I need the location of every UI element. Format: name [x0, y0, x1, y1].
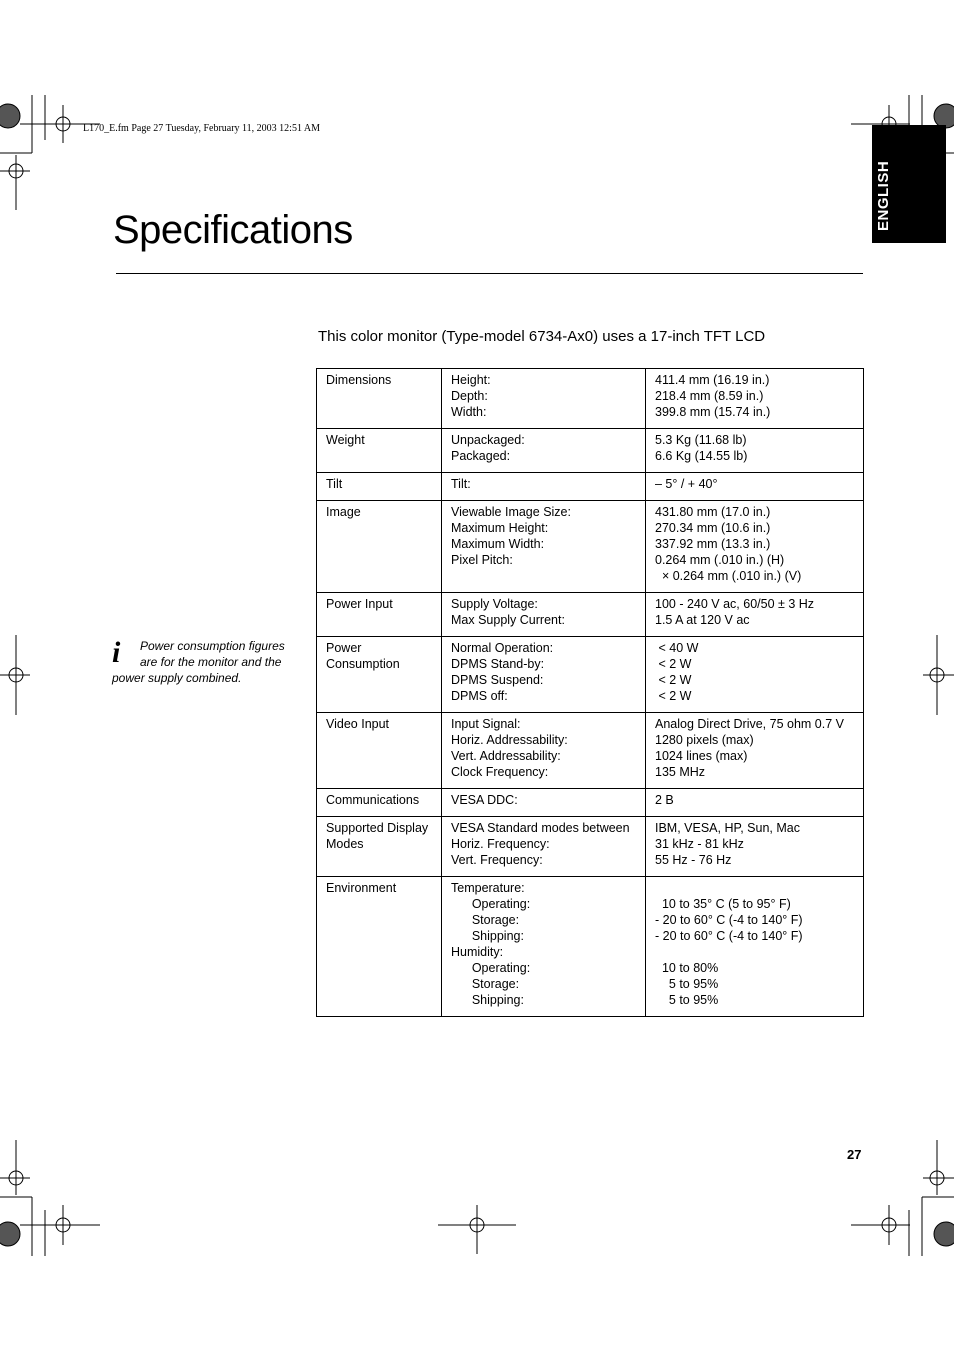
cell-line: Viewable Image Size: [451, 505, 571, 519]
category-cell [317, 593, 442, 637]
cell-line: 10 to 35° C (5 to 95° F) [655, 897, 791, 911]
cell-line: 2 B [655, 793, 674, 807]
cell-line: 5 to 95% [655, 993, 719, 1007]
cell-line: Depth: [451, 389, 488, 403]
category-cell [317, 501, 442, 593]
cell-line: Vert. Frequency: [451, 853, 543, 867]
cell-line: Power [326, 641, 362, 655]
table-row [317, 593, 864, 637]
cell-line: Vert. Addressability: [451, 749, 561, 763]
cell-line: Normal Operation: [451, 641, 554, 655]
value-cell [646, 593, 864, 637]
cell-line: Environment [326, 881, 397, 895]
label-cell [442, 817, 646, 877]
table-row [317, 473, 864, 501]
cell-line: × 0.264 mm (.010 in.) (V) [655, 569, 802, 583]
category-cell [317, 789, 442, 817]
cell-line: Operating: [451, 961, 531, 975]
label-cell [442, 877, 646, 1017]
label-cell [442, 473, 646, 501]
category-cell [317, 817, 442, 877]
cell-line: 55 Hz - 76 Hz [655, 853, 732, 867]
specifications-table [316, 368, 864, 1017]
label-cell [442, 429, 646, 473]
language-tab-label: ENGLISH [875, 160, 892, 231]
cell-line: < 40 W [655, 641, 699, 655]
label-cell [442, 501, 646, 593]
table-row [317, 817, 864, 877]
info-icon: i [112, 636, 121, 669]
cell-line: Storage: [451, 977, 520, 991]
cell-line: Communications [326, 793, 420, 807]
table-row [317, 877, 864, 1017]
cell-line: DPMS Suspend: [451, 673, 544, 687]
category-cell [317, 637, 442, 713]
cell-line: 1024 lines (max) [655, 749, 748, 763]
table-row [317, 369, 864, 429]
cell-line: Dimensions [326, 373, 392, 387]
value-cell [646, 877, 864, 1017]
cell-line: Max Supply Current: [451, 613, 565, 627]
cell-line: Temperature: [451, 881, 525, 895]
file-header: L170_E.fm Page 27 Tuesday, February 11, 2003 12:51 AM [83, 123, 321, 134]
label-cell [442, 713, 646, 789]
table-row [317, 501, 864, 593]
cell-line: 399.8 mm (15.74 in.) [655, 405, 771, 419]
cell-line: Width: [451, 405, 487, 419]
title-divider [116, 273, 863, 274]
category-cell [317, 877, 442, 1017]
intro-text: This color monitor (Type-model 6734-Ax0) uses a 17-inch TFT LCD [318, 328, 766, 345]
cell-line: Shipping: [451, 929, 524, 943]
side-note [112, 638, 292, 686]
cell-line: IBM, VESA, HP, Sun, Mac [655, 821, 800, 835]
cell-line: < 2 W [655, 673, 692, 687]
cell-line: 1280 pixels (max) [655, 733, 754, 747]
cell-line: VESA Standard modes between [451, 821, 630, 835]
cell-line: 411.4 mm (16.19 in.) [655, 373, 770, 387]
cell-line: DPMS Stand-by: [451, 657, 545, 671]
cell-line: Supply Voltage: [451, 597, 538, 611]
cell-line: Tilt [326, 477, 343, 491]
value-cell [646, 429, 864, 473]
cell-line: Input Signal: [451, 717, 521, 731]
page-number: 27 [847, 1147, 862, 1162]
cell-line: 100 - 240 V ac, 60/50 ± 3 Hz [655, 597, 815, 611]
cell-line: Packaged: [451, 449, 511, 463]
cell-line: Maximum Height: [451, 521, 549, 535]
label-cell [442, 369, 646, 429]
cell-line: 10 to 80% [655, 961, 719, 975]
cell-line: Horiz. Addressability: [451, 733, 568, 747]
table-row [317, 637, 864, 713]
cell-line: Pixel Pitch: [451, 553, 513, 567]
cell-line: Height: [451, 373, 491, 387]
cell-line: 5.3 Kg (11.68 lb) [655, 433, 747, 447]
table-row [317, 713, 864, 789]
cell-line: 31 kHz - 81 kHz [655, 837, 744, 851]
cell-line: Unpackaged: [451, 433, 525, 447]
value-cell [646, 713, 864, 789]
value-cell [646, 369, 864, 429]
cell-line: Storage: [451, 913, 520, 927]
cell-line: Operating: [451, 897, 531, 911]
cell-line: Power Input [326, 597, 393, 611]
value-cell [646, 501, 864, 593]
cell-line: Consumption [326, 657, 400, 671]
cell-line: - 20 to 60° C (-4 to 140° F) [655, 929, 803, 943]
cell-line [655, 880, 854, 896]
category-cell [317, 369, 442, 429]
cell-line: 5 to 95% [655, 977, 719, 991]
cell-line: 135 MHz [655, 765, 706, 779]
cell-line: VESA DDC: [451, 793, 518, 807]
cell-line: Weight [326, 433, 365, 447]
label-cell [442, 637, 646, 713]
cell-line: 431.80 mm (17.0 in.) [655, 505, 771, 519]
cell-line: Video Input [326, 717, 390, 731]
language-tab [872, 125, 946, 243]
value-cell [646, 789, 864, 817]
cell-line: 218.4 mm (8.59 in.) [655, 389, 764, 403]
category-cell [317, 429, 442, 473]
cell-line: 270.34 mm (10.6 in.) [655, 521, 771, 535]
value-cell [646, 817, 864, 877]
cell-line: 0.264 mm (.010 in.) (H) [655, 553, 785, 567]
cell-line [655, 944, 854, 960]
side-note-text: Power consumption figures are for the monitor and the power supply combined. [112, 639, 285, 685]
cell-line: Shipping: [451, 993, 524, 1007]
cell-line: 337.92 mm (13.3 in.) [655, 537, 771, 551]
cell-line: Clock Frequency: [451, 765, 549, 779]
cell-line: Analog Direct Drive, 75 ohm 0.7 V [655, 717, 844, 731]
value-cell [646, 637, 864, 713]
category-cell [317, 713, 442, 789]
cell-line: – 5° / + 40° [655, 477, 718, 491]
cell-line: Supported Display [326, 821, 429, 835]
label-cell [442, 789, 646, 817]
cell-line: < 2 W [655, 689, 692, 703]
cell-line: Tilt: [451, 477, 471, 491]
cell-line: < 2 W [655, 657, 692, 671]
table-row [317, 789, 864, 817]
table-row [317, 429, 864, 473]
cell-line: 1.5 A at 120 V ac [655, 613, 750, 627]
cell-line: Maximum Width: [451, 537, 545, 551]
cell-line: Modes [326, 837, 364, 851]
cell-line: Image [326, 505, 361, 519]
cell-line: DPMS off: [451, 689, 508, 703]
cell-line: Horiz. Frequency: [451, 837, 550, 851]
category-cell [317, 473, 442, 501]
value-cell [646, 473, 864, 501]
cell-line: - 20 to 60° C (-4 to 140° F) [655, 913, 803, 927]
cell-line: Humidity: [451, 945, 504, 959]
page-title: Specifications [113, 208, 353, 252]
cell-line: 6.6 Kg (14.55 lb) [655, 449, 748, 463]
label-cell [442, 593, 646, 637]
